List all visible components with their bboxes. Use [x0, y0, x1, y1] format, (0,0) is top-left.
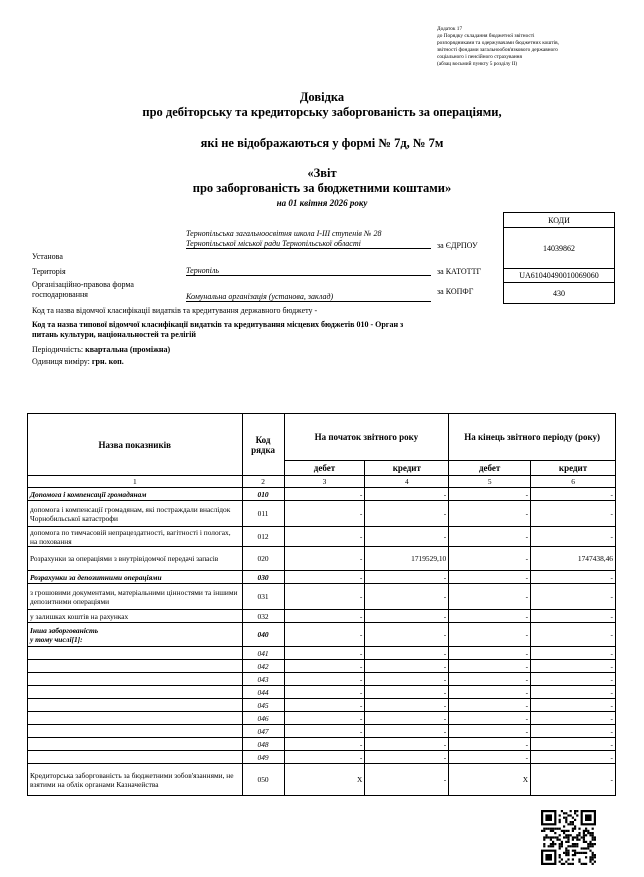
period-date: 01 квітня 2026 року [288, 198, 368, 208]
row-code: 040 [242, 623, 284, 647]
debit-start: - [284, 488, 365, 501]
debit-start: X [284, 764, 365, 796]
credit-start: - [365, 501, 449, 527]
debit-start: - [284, 647, 365, 660]
credit-end: - [531, 571, 616, 584]
annex-line: до Порядку складання бюджетної звітності [437, 33, 535, 39]
credit-start: - [365, 751, 449, 764]
periodicity [32, 345, 170, 354]
row-name: Кредиторська заборгованість за бюджетними зобов'язаннями, не взятими на облік органами Казначейства [28, 764, 243, 796]
debit-start: - [284, 738, 365, 751]
row-code: 044 [242, 686, 284, 699]
table-row [28, 647, 616, 660]
credit-start: - [365, 488, 449, 501]
row-code: 047 [242, 725, 284, 738]
katottg-label: за КАТОТТГ [437, 267, 482, 276]
debit-start: - [284, 751, 365, 764]
katottg-code: UA61040490010069060 [504, 269, 615, 283]
credit-start: - [365, 623, 449, 647]
row-code: 045 [242, 699, 284, 712]
row-name: Допомога і компенсації громадянам [28, 488, 243, 501]
credit-start: - [365, 660, 449, 673]
table-row [28, 751, 616, 764]
codes-table [503, 212, 615, 304]
column-number: 1 [28, 476, 243, 488]
debit-start: - [284, 547, 365, 571]
credit-end: - [531, 501, 616, 527]
header-start: На початок звітного року [284, 414, 449, 461]
credit-end: - [531, 610, 616, 623]
row-name: з грошовими документами, матеріальними цінностями та іншими депозитними операціями [28, 584, 243, 610]
row-code: 020 [242, 547, 284, 571]
row-name [28, 647, 243, 660]
table-row [28, 673, 616, 686]
annex-line: соціального і пенсійного страхування [437, 54, 522, 60]
debit-start: - [284, 610, 365, 623]
row-code: 049 [242, 751, 284, 764]
credit-start: - [365, 584, 449, 610]
debit-end: - [449, 699, 531, 712]
doc-subtitle-2: які не відображаються у формі № 7д, № 7м [200, 136, 444, 150]
credit-start: - [365, 699, 449, 712]
column-number: 6 [531, 476, 616, 488]
doc-subtitle-1: про дебіторську та кредиторську заборгованість за операціями, [142, 105, 502, 119]
credit-start: - [365, 686, 449, 699]
table-row [28, 686, 616, 699]
row-name: Розрахунки за операціями з внутрівідомчої передачі запасів [28, 547, 243, 571]
header-debit-start: дебет [284, 461, 365, 476]
legal-form-value: Комунальна організація (установа, заклад) [186, 292, 431, 302]
unit-value: грн. коп. [91, 357, 124, 366]
unit-label: Одиниця виміру: [32, 357, 90, 366]
debit-start: - [284, 712, 365, 725]
institution-value: Тернопільська загальноосвітня школа І-ІІІ ступенів № 28 Тернопільської міської ради Тернопільської області [186, 229, 431, 249]
credit-end: - [531, 673, 616, 686]
row-name [28, 751, 243, 764]
credit-end: 1747438,46 [531, 547, 616, 571]
debit-end: - [449, 547, 531, 571]
credit-start: - [365, 571, 449, 584]
header-code: Код рядка [242, 414, 284, 476]
table-row [28, 623, 616, 647]
row-code: 042 [242, 660, 284, 673]
debit-end: - [449, 660, 531, 673]
row-code: 048 [242, 738, 284, 751]
kopfg-code: 430 [504, 283, 615, 304]
credit-end: - [531, 623, 616, 647]
table-row [28, 764, 616, 796]
credit-start: - [365, 712, 449, 725]
row-code: 032 [242, 610, 284, 623]
debit-start: - [284, 725, 365, 738]
credit-end: - [531, 660, 616, 673]
column-number: 3 [284, 476, 365, 488]
debit-start: - [284, 623, 365, 647]
credit-start: 1719529,10 [365, 547, 449, 571]
row-name: Розрахунки за депозитними операціями [28, 571, 243, 584]
legal-form-label: Організаційно-правова форма господарювання [32, 280, 134, 299]
row-name: допомога по тимчасовій непрацездатності, вагітності і пологах, на поховання [28, 527, 243, 547]
row-name [28, 686, 243, 699]
debit-end: - [449, 527, 531, 547]
debit-start: - [284, 571, 365, 584]
credit-start: - [365, 647, 449, 660]
row-code: 012 [242, 527, 284, 547]
annex-note [437, 26, 637, 68]
debit-end: X [449, 764, 531, 796]
credit-end: - [531, 725, 616, 738]
report-name-2: про заборгованість за бюджетними коштами» [192, 181, 452, 195]
annex-line: розпорядниками та одержувачами бюджетних коштів, [437, 40, 559, 46]
debit-end: - [449, 584, 531, 610]
column-number: 5 [449, 476, 531, 488]
territory-value: Тернопіль [186, 266, 431, 276]
credit-start: - [365, 527, 449, 547]
debit-start: - [284, 527, 365, 547]
credit-end: - [531, 686, 616, 699]
credit-end: - [531, 647, 616, 660]
unit [32, 357, 124, 366]
column-number: 2 [242, 476, 284, 488]
institution-label: Установа [32, 252, 63, 261]
table-row [28, 488, 616, 501]
kopfg-label: за КОПФГ [437, 287, 474, 296]
debit-start: - [284, 501, 365, 527]
periodicity-label: Періодичність: [32, 345, 84, 354]
table-row [28, 712, 616, 725]
program-code [32, 320, 492, 340]
table-row [28, 610, 616, 623]
row-code: 041 [242, 647, 284, 660]
table-row [28, 527, 616, 547]
row-code: 031 [242, 584, 284, 610]
debit-start: - [284, 686, 365, 699]
credit-start: - [365, 725, 449, 738]
row-name [28, 699, 243, 712]
debit-end: - [449, 725, 531, 738]
debit-end: - [449, 673, 531, 686]
table-row [28, 547, 616, 571]
debit-end: - [449, 712, 531, 725]
credit-end: - [531, 584, 616, 610]
credit-start: - [365, 764, 449, 796]
doc-title: Довідка [299, 90, 345, 104]
credit-end: - [531, 699, 616, 712]
row-name: у залишках коштів на рахунках [28, 610, 243, 623]
row-code: 043 [242, 673, 284, 686]
debit-start: - [284, 699, 365, 712]
debit-end: - [449, 488, 531, 501]
debit-start: - [284, 660, 365, 673]
row-name: допомога і компенсації громадянам, які постраждали внаслідок Чорнобильської катастрофи [28, 501, 243, 527]
credit-end: - [531, 488, 616, 501]
row-name [28, 725, 243, 738]
edrpou-code: 14039862 [504, 228, 615, 269]
debit-start: - [284, 673, 365, 686]
row-code: 011 [242, 501, 284, 527]
debit-end: - [449, 686, 531, 699]
header-credit-end: кредит [531, 461, 616, 476]
header-debit-end: дебет [449, 461, 531, 476]
debit-end: - [449, 610, 531, 623]
main-table [27, 413, 616, 796]
row-name [28, 673, 243, 686]
column-number: 4 [365, 476, 449, 488]
edrpou-label: за ЄДРПОУ [437, 241, 478, 250]
table-row [28, 571, 616, 584]
credit-end: - [531, 764, 616, 796]
credit-start: - [365, 673, 449, 686]
row-code: 046 [242, 712, 284, 725]
row-code: 030 [242, 571, 284, 584]
credit-start: - [365, 610, 449, 623]
territory-label: Територія [32, 267, 66, 276]
row-name [28, 712, 243, 725]
credit-start: - [365, 738, 449, 751]
annex-line: Додаток 17 [437, 26, 463, 32]
row-name [28, 738, 243, 751]
debit-end: - [449, 647, 531, 660]
row-code: 010 [242, 488, 284, 501]
row-name [28, 660, 243, 673]
table-row [28, 660, 616, 673]
header-end: На кінець звітного періоду (року) [449, 414, 616, 461]
credit-end: - [531, 712, 616, 725]
table-row [28, 501, 616, 527]
program-code-line-2: питань культури, національностей та релігій [32, 330, 196, 339]
codes-header: КОДИ [504, 213, 615, 228]
debit-end: - [449, 623, 531, 647]
program-code-line-1: Код та назва типової відомчої класифікації видатків та кредитування місцевих бюджетів 010 - Орган з [32, 320, 404, 329]
table-row [28, 738, 616, 751]
credit-end: - [531, 527, 616, 547]
table-row [28, 699, 616, 712]
table-row [28, 584, 616, 610]
row-name: Інша заборгованість у тому числі[1]: [28, 623, 243, 647]
header-name: Назва показників [28, 414, 243, 476]
qr-code-icon [541, 810, 596, 865]
report-period [0, 198, 644, 208]
debit-end: - [449, 571, 531, 584]
departmental-code: Код та назва відомчої класифікації видатків та кредитування державного бюджету - [32, 306, 318, 315]
debit-end: - [449, 751, 531, 764]
period-prefix: на [276, 198, 287, 208]
credit-end: - [531, 751, 616, 764]
annex-line: звітності фондами загальнообов'язкового державного [437, 47, 558, 53]
report-name-1: «Звіт [307, 166, 337, 180]
row-code: 050 [242, 764, 284, 796]
debit-end: - [449, 738, 531, 751]
periodicity-value: квартальна (проміжна) [85, 345, 171, 354]
debit-start: - [284, 584, 365, 610]
debit-end: - [449, 501, 531, 527]
credit-end: - [531, 738, 616, 751]
header-credit-start: кредит [365, 461, 449, 476]
annex-line: (абзац восьмий пункту 5 розділу II) [437, 61, 518, 67]
table-row [28, 725, 616, 738]
